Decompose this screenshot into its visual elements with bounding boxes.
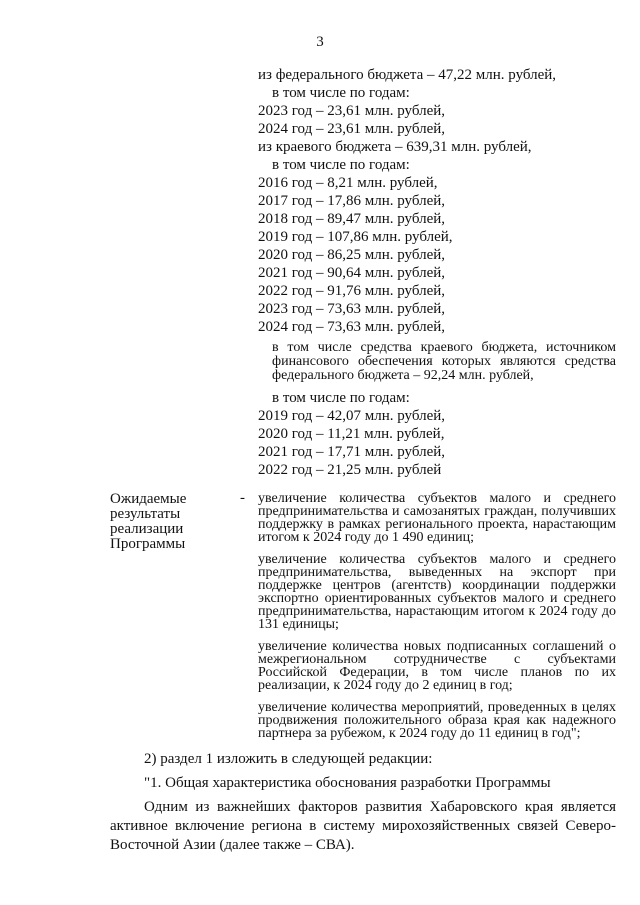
- regional-year-line: 2020 год – 86,25 млн. рублей,: [258, 247, 446, 263]
- result-item: увеличение количества мероприятий, проведенных в целях продвижения положительного образа края как надежного партнера за рубежом, к 2024 году до 11 единиц в год";: [258, 700, 616, 741]
- note-year-line: 2022 год – 21,25 млн. рублей: [258, 462, 442, 478]
- note-year-line: 2019 год – 42,07 млн. рублей,: [258, 408, 446, 424]
- regional-year-line: 2016 год – 8,21 млн. рублей,: [258, 175, 438, 191]
- result-item: увеличение количества субъектов малого и среднего предпринимательства и самозанятых граждан, получивших поддержку в рамках регионального проекта, нарастающим итогом к 2024 году до 1 490 единиц;: [258, 491, 616, 545]
- federal-year-line: 2024 год – 23,61 млн. рублей,: [258, 121, 446, 137]
- note-year-line: 2020 год – 11,21 млн. рублей,: [258, 426, 445, 442]
- regional-year-line: 2024 год – 73,63 млн. рублей,: [258, 319, 446, 335]
- funding-block: [258, 66, 616, 479]
- note-year-line: 2021 год – 17,71 млн. рублей,: [258, 444, 446, 460]
- results-dash: -: [240, 490, 245, 506]
- by-years-label: в том числе по годам:: [272, 85, 410, 101]
- section-heading: "1. Общая характеристика обоснования разработки Программы: [144, 775, 551, 791]
- regional-budget-total: из краевого бюджета – 639,31 млн. рублей,: [258, 139, 532, 155]
- regional-year-line: 2023 год – 73,63 млн. рублей,: [258, 301, 446, 317]
- results-label: Ожидаемые результаты реализации Программы: [110, 491, 187, 552]
- section-change-line: 2) раздел 1 изложить в следующей редакции:: [144, 751, 433, 767]
- by-years-label: в том числе по годам:: [272, 157, 410, 173]
- regional-federal-note: в том числе средства краевого бюджета, источником финансового обеспечения которых являются средства федерального бюджета – 92,24 млн. рублей,: [272, 340, 616, 383]
- federal-budget-total: из федерального бюджета – 47,22 млн. рублей,: [258, 67, 557, 83]
- results-block: [258, 492, 616, 749]
- regional-year-line: 2019 год – 107,86 млн. рублей,: [258, 229, 453, 245]
- regional-year-line: 2022 год – 91,76 млн. рублей,: [258, 283, 446, 299]
- result-item: увеличение количества субъектов малого и среднего предпринимательства, выведенных на экспорт при поддержке центров (агентств) координации поддержки экспортно ориентированных субъектов малого и среднего предпринимательства, нарастающим итогом к 2024 году до 131 единицы;: [258, 552, 616, 632]
- by-years-label: в том числе по годам:: [272, 390, 410, 406]
- intro-paragraph: Одним из важнейших факторов развития Хабаровского края является активное включение региона в систему мирохозяйственных связей Северо-Восточной Азии (далее также – СВА).: [110, 799, 616, 853]
- federal-year-line: 2023 год – 23,61 млн. рублей,: [258, 103, 446, 119]
- result-item: увеличение количества новых подписанных соглашений о межрегиональном сотрудничестве с субъектами Российской Федерации, в том числе планов по их реализации, к 2024 году до 2 единиц в год;: [258, 639, 616, 693]
- regional-year-line: 2021 год – 90,64 млн. рублей,: [258, 265, 446, 281]
- page-number: 3: [316, 34, 324, 50]
- regional-year-line: 2017 год – 17,86 млн. рублей,: [258, 193, 446, 209]
- regional-year-line: 2018 год – 89,47 млн. рублей,: [258, 211, 446, 227]
